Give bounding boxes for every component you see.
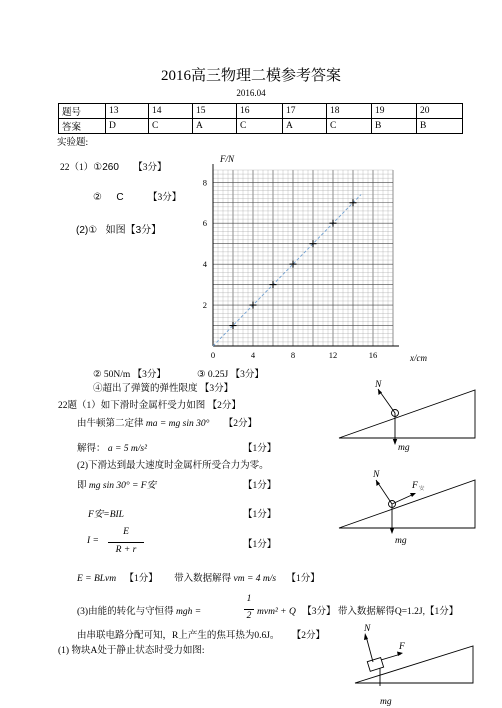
table-cell: B [417, 119, 463, 134]
score: 【1分】 [286, 574, 320, 584]
energy-prefix: (3)由能的转化与守恒得 [77, 607, 174, 617]
eq4-formula: E = BLvm [77, 574, 117, 584]
item-50nm: ② 50N/m 【3分】 [93, 370, 166, 380]
arrowhead [364, 633, 368, 640]
label-n: N [373, 470, 380, 480]
eq3-lhs: I = [87, 536, 99, 546]
score: 【2分】 [291, 631, 326, 641]
fit-line [213, 195, 361, 346]
table-cell: C [237, 119, 283, 134]
eq2-formula: F安=BIL [88, 510, 124, 520]
score: 【1分】 [243, 510, 277, 520]
label-mg: mg [398, 443, 410, 452]
fraction-bar [108, 542, 144, 543]
answer-table [58, 103, 463, 134]
energy-rhs-line [257, 603, 458, 617]
table-cell: 14 [149, 104, 193, 119]
y-tick-labels [203, 177, 208, 310]
q22-part2 [76, 221, 161, 236]
incline [339, 390, 475, 438]
energy-lhs: mgh = [175, 607, 202, 617]
x-tick-label: 4 [250, 350, 256, 360]
force-extension-graph [195, 150, 435, 375]
newton-line [77, 415, 257, 429]
eq4-line [77, 570, 320, 584]
arrowhead [397, 652, 403, 657]
part2-text: 如图【3分】 [105, 225, 162, 236]
score: 【3分】 [302, 607, 336, 617]
table-cell: 13 [106, 104, 149, 119]
label-f: F [399, 642, 405, 652]
label-n: N [364, 624, 371, 634]
label-mg: mg [395, 536, 407, 546]
energy-line [77, 603, 201, 617]
block-line: (1) 物块A处于静止状态时受力如图: [58, 646, 205, 656]
table-cell: A [193, 119, 237, 134]
x-tick-labels [211, 350, 377, 360]
graph-marks [213, 164, 399, 346]
graph-grid [213, 170, 393, 346]
eq3-numerator: E [123, 527, 129, 537]
table-header-cell: 题号 [59, 104, 106, 119]
eq4-result: vm = 4 m/s [233, 574, 277, 584]
newton-prefix: 由牛顿第二定律 [77, 419, 144, 429]
score: 【1分】 [243, 444, 277, 454]
solve-formula: a = 5 m/s² [107, 444, 147, 454]
heat-text: 由串联电路分配可知，R上产生的焦耳热为0.6J。 [77, 631, 280, 641]
eq1-formula: mg sin 30° = F安 [88, 481, 157, 491]
x-tick-label: 12 [328, 350, 338, 360]
x-tick-label: 16 [368, 350, 378, 360]
answer-260: 260 [102, 162, 119, 173]
table-cell: A [283, 119, 327, 134]
solve-prefix: 解得： [77, 444, 106, 454]
answer-c: C [116, 192, 124, 203]
table-header-cell: 答案 [59, 119, 106, 134]
force-diagram-1 [335, 376, 485, 452]
y-tick-label: 2 [202, 300, 207, 311]
section-heading: 实验题: [57, 138, 89, 148]
energy-result: 带入数据解得Q=1.2J,【1分】 [337, 607, 459, 617]
solve-line [77, 440, 147, 454]
energy-rhs: mvm² + Q [257, 607, 296, 617]
normal-force-arrow [366, 636, 373, 662]
table-cell: C [149, 119, 193, 134]
table-cell: 16 [237, 104, 283, 119]
circled-two: ② [93, 192, 102, 203]
label-f-subscript: 安 [419, 486, 425, 492]
table-cell: 18 [327, 104, 372, 119]
y-tick-label: 4 [202, 259, 207, 270]
circled-one: ① [93, 162, 103, 173]
circled-one: ① [88, 225, 98, 236]
q22-force-line: 22题（1）如下滑时金属杆受力如图 【2分】 [58, 401, 241, 411]
arrowhead [393, 439, 397, 445]
heat-line [77, 627, 325, 641]
q22-line1 [60, 159, 167, 173]
page-title: 2016高三物理二模参考答案 [160, 68, 341, 84]
table-cell: C [327, 119, 372, 134]
table-cell: B [372, 119, 417, 134]
x-tick-label: 8 [290, 350, 296, 360]
eq1-line [77, 477, 156, 491]
table-cell: 17 [283, 104, 327, 119]
force-diagram-3 [335, 618, 485, 706]
score: 【1分】 [124, 574, 158, 584]
fraction-bar [244, 609, 254, 610]
energy-half-den: 2 [246, 611, 252, 621]
table-cell: 19 [372, 104, 417, 119]
arrowhead [390, 528, 394, 534]
table-row-answers [59, 119, 463, 134]
page-date: 2016.04 [236, 88, 266, 98]
eq4-sub-text: 带入数据解得 [174, 574, 232, 584]
y-axis-label: F/N [220, 154, 235, 164]
label-mg: mg [380, 697, 392, 706]
max-speed-line: (2)下滑达到最大速度时金属杆所受合力为零。 [77, 461, 269, 471]
part2-label: (2) [76, 225, 89, 236]
label-n: N [375, 380, 382, 390]
table-row-numbers [59, 104, 463, 119]
eq3-denominator: R + r [115, 545, 137, 555]
eq1-prefix: 即 [77, 481, 87, 491]
table-cell: 20 [417, 104, 463, 119]
label-f: F [412, 481, 418, 491]
newton-formula: ma = mg sin 30° [145, 419, 210, 429]
q22-line2 [93, 189, 181, 203]
energy-half-num: 1 [246, 594, 252, 604]
y-tick-label: 6 [202, 218, 207, 229]
score: 【1分】 [243, 481, 277, 491]
incline [339, 480, 475, 528]
score: 【1分】 [243, 540, 277, 550]
item-elastic-limit: ④超出了弹簧的弹性限度 【3分】 [93, 384, 234, 394]
score: 【3分】 [133, 163, 167, 173]
x-axis-label: x/cm [410, 353, 427, 363]
q22-prefix: 22（1） [60, 163, 94, 173]
score: 【3分】 [147, 193, 182, 203]
force-diagram-2 [335, 466, 485, 548]
x-tick-label: 0 [210, 350, 216, 360]
y-tick-label: 8 [202, 177, 207, 188]
table-cell: D [106, 119, 149, 134]
score: 【2分】 [223, 419, 258, 429]
item-025j: ③ 0.25J 【3分】 [197, 370, 264, 380]
table-cell: 15 [193, 104, 237, 119]
